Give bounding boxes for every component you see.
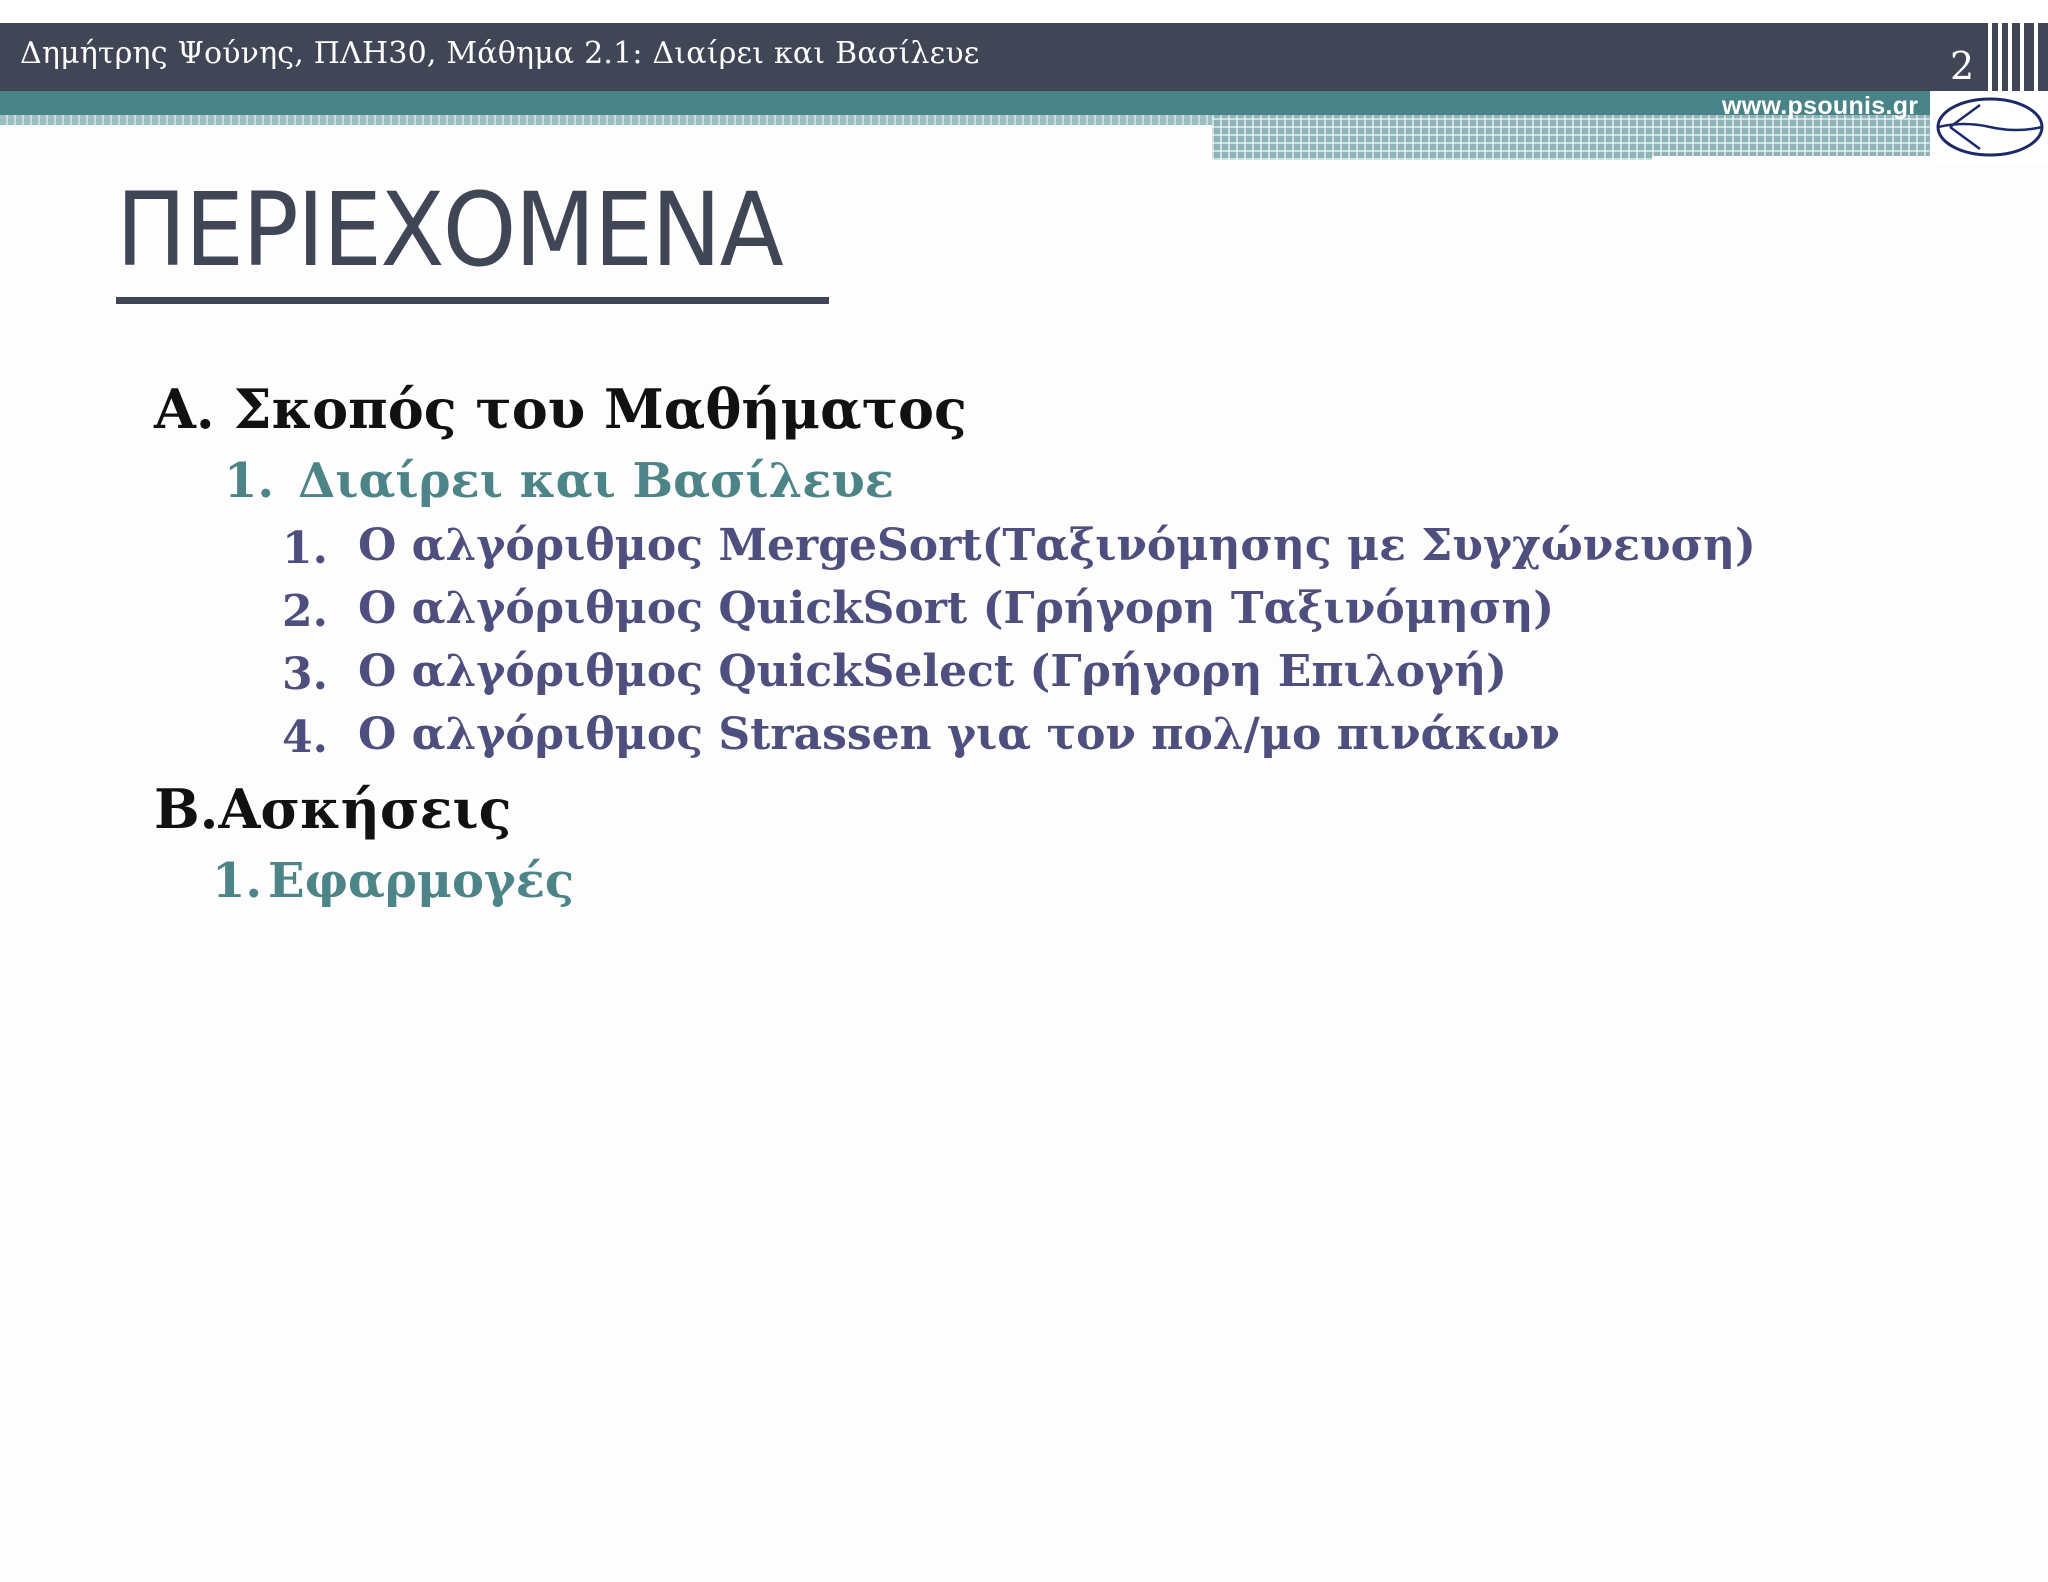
list-item-label: Εφαρμογές [268,853,575,909]
title-underline [116,297,829,304]
header-grid-notch [1652,156,1930,162]
list-item-label: Ο αλγόριθμος QuickSort (Γρήγορη Ταξινόμηση) [358,583,1555,634]
header-top-margin [0,0,2048,23]
header-teal-band [0,91,1930,115]
slide-title: ΠΕΡΙΕΧΟΜΕΝΑ [116,171,782,290]
header-teal-band-pattern [0,115,1212,125]
list-number: 3. [282,649,328,700]
list-item-label: Διαίρει και Βασίλευε [298,453,894,509]
logo-icon [1930,91,2048,163]
section-a-heading: Α. Σκοπός του Μαθήματος [154,377,967,441]
list-item-label: Ο αλγόριθμος Strassen για τον πολ/μο πινάκων [358,709,1560,760]
list-item-label: Ο αλγόριθμος QuickSelect (Γρήγορη Επιλογή) [358,646,1507,697]
psounis-logo [1930,91,2048,163]
list-number: 1. [282,523,328,574]
page-number: 2 [1950,44,1975,88]
list-number: 4. [282,712,328,763]
list-item-label: Ο αλγόριθμος MergeSort(Ταξινόμησης με Συγχώνευση) [358,520,1756,571]
list-number: 1. [212,853,263,909]
header-course-line: Δημήτρης Ψούνης, ΠΛΗ30, Μάθημα 2.1: Διαίρει και Βασίλευε [20,36,980,71]
section-b-heading: Β.Ασκήσεις [154,777,512,841]
list-number: 1. [224,453,275,509]
list-number: 2. [282,586,328,637]
header-grid-band [1212,115,1930,160]
website-link[interactable]: www.psounis.gr [1722,92,1919,120]
